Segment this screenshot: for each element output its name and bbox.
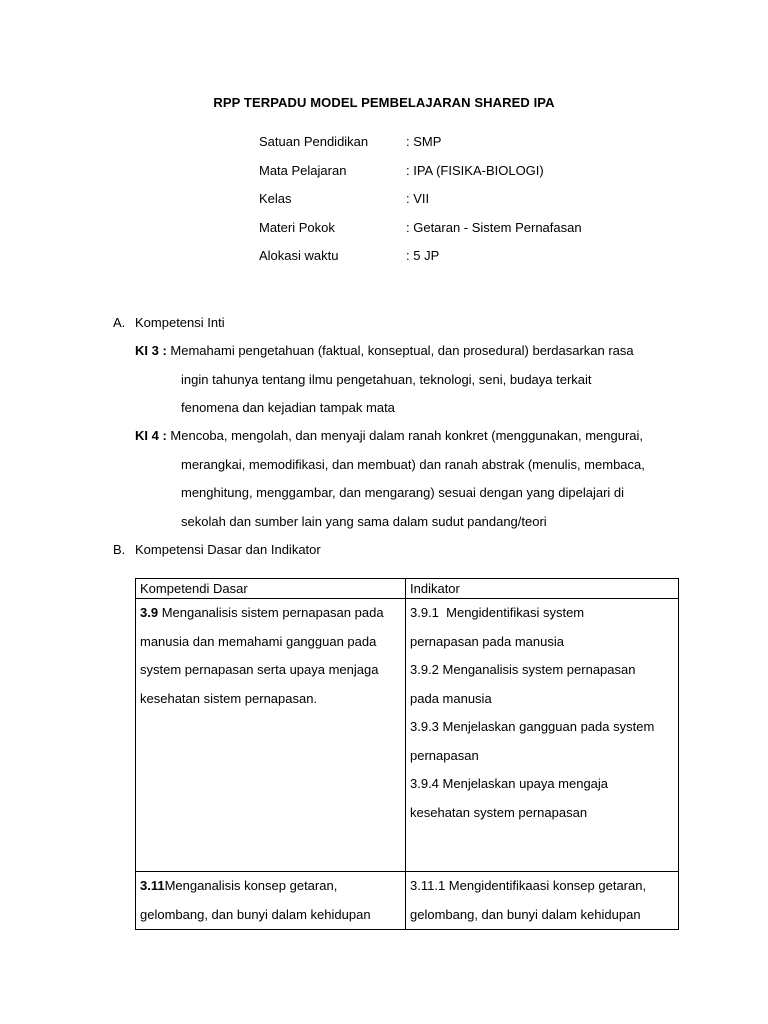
table-row xyxy=(136,872,679,930)
kd-text-line: Menganalisis sistem pernapasan pada xyxy=(158,605,384,620)
ki3-line: fenomena dan kejadian tampak mata xyxy=(181,400,395,415)
indicator-line: gelombang, dan bunyi dalam kehidupan xyxy=(410,906,641,922)
section-letter: A. xyxy=(113,315,126,330)
identity-row xyxy=(259,220,582,249)
ki3-line: ingin tahunya tentang ilmu pengetahuan, teknologi, seni, budaya terkait xyxy=(181,371,592,387)
identity-label: Kelas xyxy=(259,191,292,206)
kd-text-line: kesehatan sistem pernapasan. xyxy=(140,690,318,706)
document-title: RPP TERPADU MODEL PEMBELAJARAN SHARED IPA xyxy=(213,95,555,110)
ki3-label: KI 3 : xyxy=(135,343,167,358)
ki4-first-line: Mencoba, mengolah, dan menyaji dalam ranah konkret (menggunakan, mengurai, xyxy=(166,428,644,443)
indicator-cell xyxy=(406,599,679,872)
kd-code: 3.9 xyxy=(140,605,159,620)
kd-cell xyxy=(136,872,406,930)
kd-cell xyxy=(136,599,406,872)
kd-text-line: manusia dan memahami gangguan pada xyxy=(140,633,377,649)
section-a-heading xyxy=(113,315,225,330)
identity-block xyxy=(259,134,582,277)
kd-text-line: Menganalisis konsep getaran, xyxy=(164,878,338,893)
section-title: Kompetensi Dasar dan Indikator xyxy=(135,542,321,557)
identity-row xyxy=(259,134,582,163)
table-header-row xyxy=(136,579,679,599)
identity-row xyxy=(259,248,582,277)
table-header-kd: Kompetendi Dasar xyxy=(136,579,406,599)
kd-text-line: system pernapasan serta upaya menjaga xyxy=(140,662,379,677)
ki3-paragraph xyxy=(135,337,695,423)
section-title: Kompetensi Inti xyxy=(135,315,225,330)
ki4-line: menghitung, menggambar, dan mengarang) sesuai dengan yang dipelajari di xyxy=(181,485,625,500)
indicator-line: 3.9.1 Mengidentifikasi system xyxy=(410,605,585,620)
indicator-line: 3.9.4 Menjelaskan upaya mengaja xyxy=(410,776,609,791)
identity-row xyxy=(259,191,582,220)
indicator-line: 3.9.3 Menjelaskan gangguan pada system xyxy=(410,719,655,734)
identity-label: Materi Pokok xyxy=(259,219,335,235)
identity-value: : IPA (FISIKA-BIOLOGI) xyxy=(406,162,544,178)
ki4-line: sekolah dan sumber lain yang sama dalam sudut pandang/teori xyxy=(181,513,547,529)
indicator-line: pada manusia xyxy=(410,690,492,706)
identity-value: : SMP xyxy=(406,134,442,149)
kd-code: 3.11 xyxy=(140,878,165,893)
identity-row xyxy=(259,163,582,192)
identity-label: Mata Pelajaran xyxy=(259,162,347,178)
indicator-line: 3.9.2 Menganalisis system pernapasan xyxy=(410,662,636,677)
identity-value: : Getaran - Sistem Pernafasan xyxy=(406,219,582,235)
ki4-label: KI 4 : xyxy=(135,428,167,443)
competency-table xyxy=(135,578,679,930)
identity-value: : VII xyxy=(406,191,430,206)
kd-text-line: gelombang, dan bunyi dalam kehidupan xyxy=(140,906,371,922)
indicator-line: pernapasan xyxy=(410,747,479,763)
indicator-line: pernapasan pada manusia xyxy=(410,633,564,649)
indicator-line: kesehatan system pernapasan xyxy=(410,804,588,820)
identity-label: Satuan Pendidikan xyxy=(259,134,369,149)
indicator-line: 3.11.1 Mengidentifikaasi konsep getaran, xyxy=(410,878,647,893)
section-b-heading xyxy=(113,542,321,557)
indicator-cell xyxy=(406,872,679,930)
table-row xyxy=(136,599,679,872)
identity-label: Alokasi waktu xyxy=(259,248,339,263)
section-letter: B. xyxy=(113,542,126,557)
ki3-first-line: Memahami pengetahuan (faktual, konseptual, dan prosedural) berdasarkan rasa xyxy=(166,343,634,358)
table-header-indicator: Indikator xyxy=(406,579,679,599)
ki4-line: merangkai, memodifikasi, dan membuat) dan ranah abstrak (menulis, membaca, xyxy=(181,456,645,472)
ki4-paragraph xyxy=(135,422,695,536)
identity-value: : 5 JP xyxy=(406,248,440,263)
